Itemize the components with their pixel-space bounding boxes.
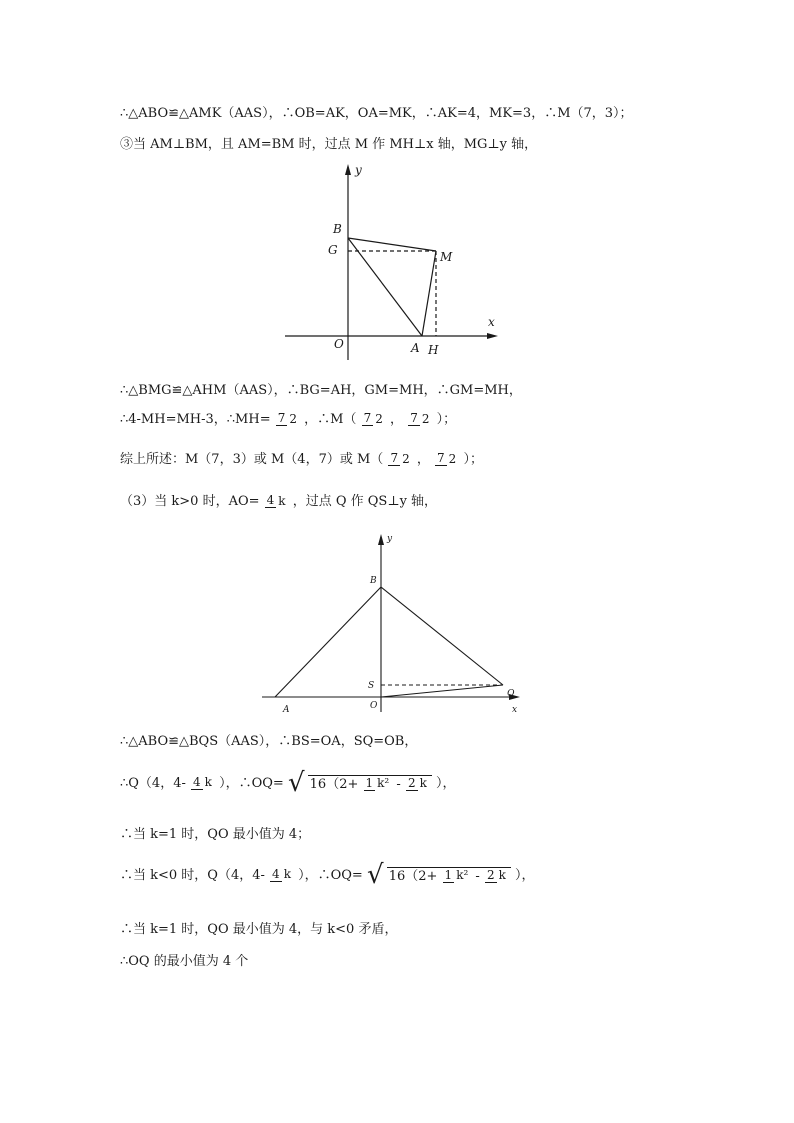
text-line-6: （3）当 k>0 时，AO= 4 k ，过点 Q 作 QS⊥y 轴， xyxy=(120,493,438,509)
text-line-3: ∴△BMG≌△AHM（AAS），∴BG=AH，GM=MH，∴GM=MH， xyxy=(120,383,522,398)
text-line-5: 综上所述：M（7，3）或 M（4，7）或 M（ 7 2 ， 7 2 ）； xyxy=(120,451,483,467)
text-line-1: ∴△ABO≌△AMK（AAS），∴OB=AK，OA=MK，∴AK=4，MK=3，∴M（7，3）； xyxy=(120,106,633,121)
label-Q: Q xyxy=(507,689,515,699)
text-line-2: ③当 AM⊥BM，且 AM=BM 时，过点 M 作 MH⊥x 轴，MG⊥y 轴， xyxy=(120,137,538,152)
fraction-seven-half: 7 2 xyxy=(410,411,430,426)
label-A: A xyxy=(283,705,290,715)
square-root-expression: √ 16（2+ 1 k² - 2 k xyxy=(367,862,511,888)
figure-2-diagram xyxy=(255,530,530,720)
fraction-seven-half: 7 2 xyxy=(277,411,298,426)
label-B: B xyxy=(333,222,342,236)
segment-BQ xyxy=(381,587,503,685)
label-B: B xyxy=(370,576,377,586)
label-G: G xyxy=(328,243,338,257)
label-M: M xyxy=(440,250,453,264)
text-line-8: ∴Q（4，4- 4 k ），∴OQ= √ 16（2+ 1 k² - 2 k ）， xyxy=(120,768,456,798)
label-x: x xyxy=(488,315,495,329)
fraction-seven-half: 7 2 xyxy=(390,451,410,466)
fraction-two-k: 2 k xyxy=(407,775,427,791)
label-S: S xyxy=(368,681,375,691)
text-line-9: ∴当 k=1 时，QO 最小值为 4； xyxy=(120,827,311,842)
label-y: y xyxy=(355,163,362,177)
figure-1-diagram xyxy=(280,160,510,365)
segment-OQ xyxy=(381,685,503,697)
segment-BA xyxy=(348,238,422,336)
fraction-seven-half: 7 2 xyxy=(363,411,383,426)
label-y: y xyxy=(387,534,393,544)
fraction-seven-half: 7 2 xyxy=(437,451,457,466)
segment-AB xyxy=(275,587,381,697)
label-A: A xyxy=(411,341,420,355)
label-H: H xyxy=(428,343,439,357)
x-axis-arrow xyxy=(487,333,498,339)
text-line-10: ∴当 k<0 时，Q（4，4- 4 k ），∴OQ= √ 16（2+ 1 k² - 2 k ）， xyxy=(120,860,535,890)
y-axis-arrow xyxy=(345,164,351,175)
text-line-4: ∴4-MH=MH-3，∴MH= 7 2 ，∴M（ 7 2 ， 7 2 ）； xyxy=(120,411,457,427)
fraction-four-k: 4 k xyxy=(272,866,291,882)
y-axis-arrow xyxy=(378,534,384,545)
fraction-four-k: 4 k xyxy=(266,493,286,508)
fraction-one-k2: 1 k² xyxy=(365,775,390,791)
segment-MA xyxy=(422,251,436,336)
fraction-one-k2: 1 k² xyxy=(444,867,469,883)
fraction-four-k: 4 k xyxy=(193,774,212,790)
fraction-two-k: 2 k xyxy=(486,867,506,883)
text-line-12: ∴OQ 的最小值为 4 个 xyxy=(120,954,249,969)
text-line-11: ∴当 k=1 时，QO 最小值为 4，与 k<0 矛盾， xyxy=(120,922,398,937)
segment-BM xyxy=(348,238,436,251)
square-root-expression: √ 16（2+ 1 k² - 2 k xyxy=(288,770,432,796)
label-x: x xyxy=(512,705,518,715)
label-O: O xyxy=(334,337,344,351)
label-O: O xyxy=(370,701,378,711)
text-line-7: ∴△ABO≌△BQS（AAS），∴BS=OA，SQ=OB， xyxy=(120,734,418,749)
